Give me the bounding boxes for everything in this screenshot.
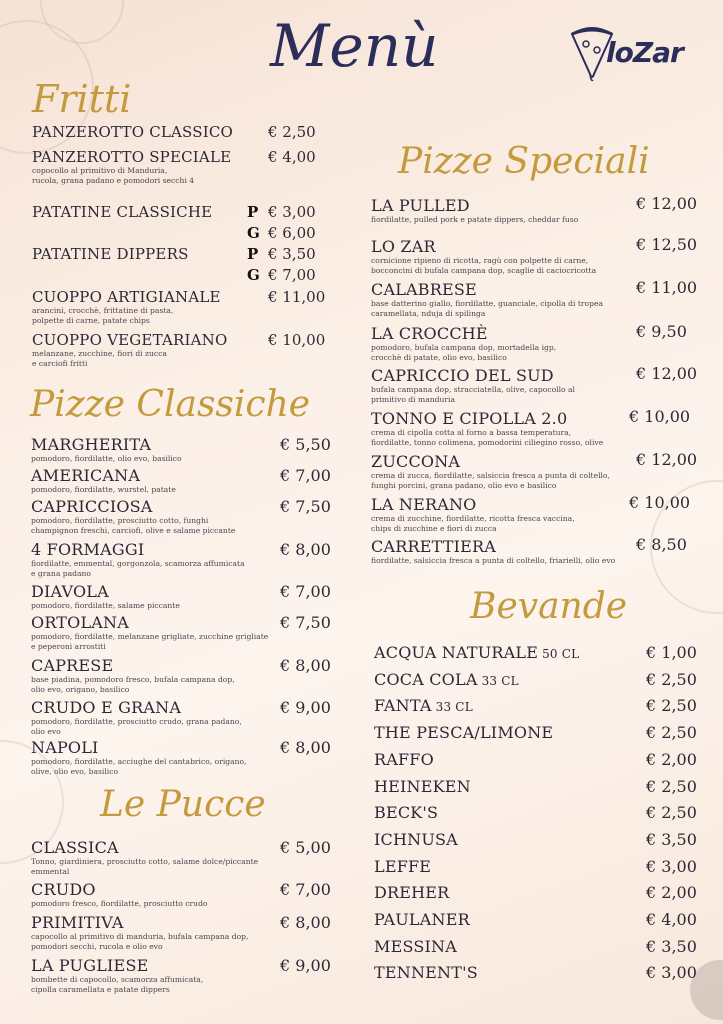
item-price: € 7,50 [280,613,331,632]
menu-item [31,913,336,953]
item-description: pomodoro, fiordilatte, salame piccante [31,601,180,610]
item-name: CARRETTIERA [371,537,497,556]
item-volume: 33 CL [435,700,473,715]
item-name: CRUDO [31,880,96,899]
item-price: € 10,00 [268,331,326,349]
item-description: melanzane, zucchine, fiori di zucca [32,349,167,358]
menu-item [374,963,699,985]
menu-item [371,366,701,406]
section-title: Bevande [470,586,628,627]
item-name [374,723,553,742]
item-name: PANZEROTTO SPECIALE [32,148,232,166]
item-description: e peperoni arrostiti [31,641,106,651]
item-name: PRIMITIVA [31,913,124,932]
menu-item [374,910,699,932]
item-name [374,777,471,796]
item-name: CRUDO E GRANA [31,698,182,717]
menu-item [371,495,701,535]
item-price: € 7,00 [280,880,331,899]
item-name-text: MESSINA [374,936,457,956]
item-description: capocollo al primitivo di manduria, bufala campana dop, [31,932,249,941]
item-name: PATATINE DIPPERS [32,245,189,263]
item-description: pomodori secchi, rucola e olio evo [31,941,163,951]
menu-item [374,777,699,799]
item-name-text: PAULANER [374,910,470,929]
item-name [374,696,473,715]
item-description: polpette di carne, patate chips [32,315,150,325]
item-name-text: DREHER [374,883,450,903]
item-volume: 33 CL [481,673,519,688]
item-description: caramellata, nduja di spilinga [371,308,486,318]
item-name-text: THE PESCA/LIMONE [374,723,554,743]
item-description: crocchè di patate, olio evo, basilico [371,352,507,362]
menu-item [374,723,699,745]
item-price: € 3,50 [646,829,697,849]
item-description: funghi porcini, grana padano, olio evo e basilico [371,480,557,490]
item-description: bombette di capocollo, scamorza affumicata, [31,975,204,984]
item-price: € 12,00 [636,194,698,213]
menu-item [374,643,699,665]
item-description: pomodoro, fiordilatte, prosciutto cotto, funghi [31,516,209,525]
item-name: LA PUGLIESE [31,956,149,975]
section-title: Fritti [32,77,132,121]
item-name: CAPRICCIO DEL SUD [371,366,554,385]
item-price: € 12,00 [636,364,698,383]
item-name [374,643,579,662]
item-name: ORTOLANA [31,613,130,632]
menu-item [31,540,336,580]
item-description: chips di zucchine e fiori di zucca [371,523,497,533]
section-title: Pizze Speciali [398,141,650,182]
menu-item [31,613,336,653]
item-name: CAPRICCIOSA [31,497,153,516]
item-name: CAPRESE [31,656,114,675]
menu-item [371,280,701,320]
item-name [374,750,434,769]
menu-item [31,698,336,738]
item-name: CLASSICA [31,838,119,857]
menu-item [371,452,701,492]
size-label: P [247,203,259,221]
item-name: ZUCCONA [371,452,461,471]
item-description: champignon freschi, carciofi, olive e salame piccante [31,525,236,535]
item-description: crema di zucca, fiordilatte, salsiccia fresca a punta di coltello, [371,471,610,480]
item-price: € 4,00 [646,910,697,929]
item-price: € 8,00 [280,540,331,559]
item-price: € 6,00 [268,224,316,242]
item-name [374,883,449,902]
menu-item [374,883,699,905]
item-price: € 3,00 [646,963,697,983]
item-description: arancini, crocchè, frittatine di pasta, [32,306,174,315]
item-price: € 2,50 [646,723,697,743]
item-description: primitivo di manduria [371,394,455,404]
item-price: € 7,00 [268,266,316,284]
item-price: € 3,50 [646,936,697,956]
menu-item [31,738,336,778]
logo-text: loZar [606,36,683,69]
menu-item [371,409,701,449]
item-price: € 7,00 [280,582,331,601]
item-price: € 2,50 [646,696,697,716]
item-name [374,910,470,929]
menu-item [32,148,332,188]
item-name: CALABRESE [371,280,477,299]
size-label: G [247,266,260,284]
menu-item [371,196,701,236]
item-price: € 2,50 [646,803,697,823]
menu-item [371,237,701,277]
item-price: € 5,00 [280,838,331,857]
item-description: fiordilatte, salsiccia fresca a punta di coltello, friarielli, olio evo [371,556,616,565]
item-price: € 3,00 [646,856,697,876]
menu-item [374,803,699,825]
item-description: fiordilatte, tonno colimena, pomodorini ciliegino rosso, olive [371,437,604,447]
item-price: € 9,00 [280,956,331,975]
item-description: pomodoro, fiordilatte, acciughe del cantabrico, origano, [31,757,247,766]
item-name-text: BECK'S [374,803,439,823]
item-price: € 12,50 [636,235,698,254]
item-price: € 2,50 [268,123,316,141]
menu-item [32,288,332,328]
section-title: Le Pucce [100,784,266,825]
item-price: € 3,00 [268,203,316,221]
item-name: LA PULLED [371,196,470,215]
item-description: pomodoro, bufala campana dop, mortadella igp, [371,343,557,352]
item-description: crema di cipolla cotta al forno a bassa temperatura, [371,428,572,437]
menu-item [31,838,336,878]
item-name: DIAVOLA [31,582,109,601]
item-name: CUOPPO ARTIGIANALE [32,288,221,306]
item-name: AMERICANA [31,466,141,485]
item-price: € 4,00 [268,148,316,166]
menu-item [32,203,332,243]
item-description: pomodoro, fiordilatte, prosciutto crudo, grana padano, [31,717,242,726]
item-name: NAPOLI [31,738,99,757]
menu-item [371,537,701,577]
menu-item [374,857,699,879]
item-price: € 7,00 [280,466,331,485]
item-price: € 11,00 [636,278,698,297]
item-price: € 10,00 [629,493,691,512]
page-title: Menù [270,12,439,80]
size-label: P [247,245,259,263]
item-name-text: TENNENT'S [374,963,478,983]
item-price: € 10,00 [629,407,691,426]
item-name [374,857,431,876]
menu-item [374,750,699,772]
item-description: olio evo [31,726,61,736]
item-name-text: HEINEKEN [374,776,471,796]
item-name [374,963,478,982]
item-name: LO ZAR [371,237,436,256]
item-price: € 11,00 [268,288,326,306]
item-price: € 3,50 [268,245,316,263]
item-description: bocconcini di bufala campana dop, scaglie di caciocricotta [371,265,597,275]
item-description: fiordilatte, pulled pork e patate dippers, cheddar fuso [371,215,579,224]
item-name: PATATINE CLASSICHE [32,203,213,221]
menu-item [374,696,699,718]
item-price: € 8,00 [280,913,331,932]
menu-item [32,245,332,285]
item-price: € 2,00 [646,883,697,903]
item-name [374,670,519,689]
menu-item [31,656,336,696]
menu-item [374,830,699,852]
item-price: € 9,00 [280,698,331,717]
item-description: olive, olio evo, basilico [31,766,119,776]
item-name: CUOPPO VEGETARIANO [32,331,228,349]
section-title: Pizze Classiche [30,384,311,425]
item-description: olio evo, origano, basilico [31,684,130,694]
item-description: pomodoro, fiordilatte, wurstel, patate [31,485,176,494]
item-description: rucola, grana padano e pomodori secchi 4 [32,175,195,185]
item-description: base piadina, pomodoro fresco, bufala campana dop, [31,675,235,684]
item-price: € 8,00 [280,656,331,675]
item-description: pomodoro, fiordilatte, melanzane grigliate, zucchine grigliate [31,632,269,641]
item-price: € 1,00 [646,643,697,662]
item-name: PANZEROTTO CLASSICO [32,123,234,141]
menu-item [32,331,332,371]
item-description: Tonno, giardiniera, prosciutto cotto, salame dolce/piccante [31,857,259,866]
logo [568,22,693,94]
item-description: copocollo al primitivo di Manduria, [32,166,168,175]
item-name-text: ICHNUSA [374,829,458,849]
item-volume: 50 CL [542,647,580,661]
menu-item [31,956,336,996]
item-description: fiordilatte, emmental, gorgonzola, scamorza affumicata [31,559,245,568]
item-price: € 8,50 [636,535,687,554]
item-name-text: COCA COLA [374,669,478,689]
item-name-text: ACQUA NATURALE [374,643,539,662]
item-name: TONNO E CIPOLLA 2.0 [371,409,568,428]
item-description: pomodoro fresco, fiordilatte, prosciutto crudo [31,899,208,908]
item-name [374,803,438,822]
item-description: crema di zucchine, fiordilatte, ricotta fresca vaccina, [371,514,575,523]
item-price: € 2,50 [646,776,697,796]
item-name: LA NERANO [371,495,477,514]
item-description: emmental [31,866,70,876]
menu-item [374,670,699,692]
item-description: pomodoro, fiordilatte, olio evo, basilico [31,454,182,463]
item-name-text: RAFFO [374,749,434,769]
menu-item [31,497,336,537]
item-name: LA CROCCHÈ [371,324,488,343]
item-price: € 5,50 [280,435,331,454]
item-price: € 7,50 [280,497,331,516]
item-price: € 9,50 [636,322,687,341]
item-name [374,830,458,849]
item-name-text: FANTA [374,696,432,716]
item-name: MARGHERITA [31,435,152,454]
item-price: € 2,50 [646,669,697,689]
item-price: € 2,00 [646,749,697,769]
item-description: cipolla caramellata e patate dippers [31,984,170,994]
item-description: bufala campana dop, stracciatella, olive, capocollo al [371,385,575,394]
menu-item [374,937,699,959]
item-name-text: LEFFE [374,856,432,876]
item-description: base datterino giallo, fiordilatte, guanciale, cipolla di tropea [371,299,604,308]
item-description: e carciofi fritti [32,358,88,368]
item-description: cornicione ripieno di ricotta, ragù con polpette di carne, [371,256,589,265]
item-price: € 8,00 [280,738,331,757]
item-name: 4 FORMAGGI [31,540,145,559]
menu-item [371,324,701,364]
item-price: € 12,00 [636,450,698,469]
item-name [374,937,457,956]
item-description: e grana padano [31,568,91,578]
size-label: G [247,224,260,242]
